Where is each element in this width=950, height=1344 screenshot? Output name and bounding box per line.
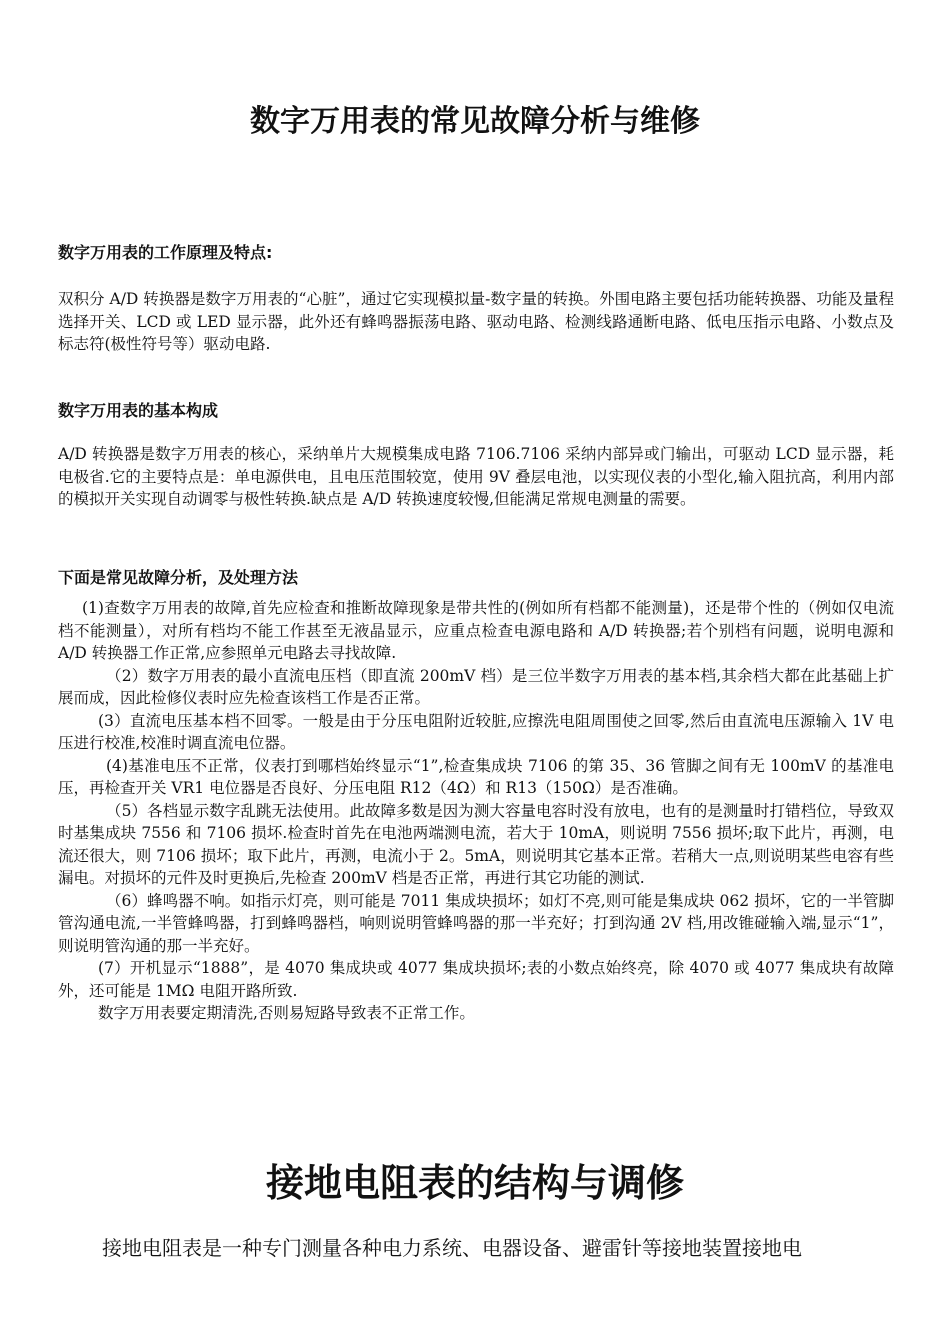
fault-paragraph-1: (1)查数字万用表的故障,首先应检查和推断故障现象是带共性的(例如所有档都不能测量)，还是带个性的（例如仅电流档不能测量），对所有档均不能工作甚至无液晶显示，应重点检查电源电路和 A/D 转换器;若个别档有问题，说明电源和 A/D 转换器工作正常,应参照单元电路去寻找故障. bbox=[58, 599, 894, 662]
fault-paragraph-8: 数字万用表要定期清洗,否则易短路导致表不正常工作。 bbox=[98, 1004, 475, 1022]
fault-paragraph-6: （6）蜂鸣器不响。如指示灯亮，则可能是 7011 集成块损坏；如灯不亮,则可能是集成块 062 损坏，它的一半管脚管沟通电流,一半管蜂鸣器，打到蜂鸣器档，响则说明管蜂鸣器的那一半充好；打到沟通 2V 档,用改锥碰输入端,显示“1”，则说明管沟通的那一半充好。 bbox=[58, 891, 894, 955]
fault-paragraph-4: (4)基准电压不正常，仪表打到哪档始终显示“1”,检查集成块 7106 的第 35、36 管脚之间有无 100mV 的基准电压，再检查开关 VR1 电位器是否良好、分压电阻 R12（4Ω）和 R13（150Ω）是否准确。 bbox=[58, 756, 894, 797]
section-text-faults bbox=[58, 597, 894, 1025]
page-title: 数字万用表的常见故障分析与维修 bbox=[250, 104, 700, 139]
section-heading-structure: 数字万用表的基本构成 bbox=[58, 401, 219, 420]
lead-text: 接地电阻表是一种专门测量各种电力系统、电器设备、避雷针等接地装置接地电 bbox=[102, 1236, 802, 1260]
section-heading-faults: 下面是常见故障分析，及处理方法 bbox=[58, 568, 299, 587]
fault-paragraph-7: (7）开机显示“1888”，是 4070 集成块或 4077 集成块损坏;表的小数点始终亮，除 4070 或 4077 集成块有故障外，还可能是 1MΩ 电阻开路所致. bbox=[58, 959, 894, 1000]
paragraph: A/D 转换器是数字万用表的核心，采纳单片大规模集成电路 7106.7106 采纳内部异或门输出，可驱动 LCD 显示器，耗电极省.它的主要特点是：单电源供电，且电压范围较宽，使用 9V 叠层电池，以实现仪表的小型化,输入阻抗高，利用内部的模拟开关实现自动调零与极性转换.缺点是 A/D 转换速度较慢,但能满足常规电测量的需要。 bbox=[58, 445, 894, 508]
fault-paragraph-2: （2）数字万用表的最小直流电压档（即直流 200mV 档）是三位半数字万用表的基本档,其余档大都在此基础上扩展而成，因此检修仪表时应先检查该档工作是否正常。 bbox=[58, 666, 894, 707]
fault-paragraph-3: (3）直流电压基本档不回零。一般是由于分压电阻附近较脏,应擦洗电阻周围使之回零,然后由直流电压源输入 1V 电压进行校准,校准时调直流电位器。 bbox=[58, 711, 894, 752]
section-title-ground-tester: 接地电阻表的结构与调修 bbox=[265, 1161, 684, 1205]
paragraph: 双积分 A/D 转换器是数字万用表的“心脏”，通过它实现模拟量-数字量的转换。外围电路主要包括功能转换器、功能及量程选择开关、LCD 或 LED 显示器，此外还有蜂鸣器振荡电路、驱动电路、检测线路通断电路、低电压指示电路、小数点及标志符(极性符号等）驱动电路. bbox=[58, 290, 894, 353]
section-text-principle bbox=[58, 288, 894, 356]
section-text-structure bbox=[58, 443, 894, 511]
section-heading-principle: 数字万用表的工作原理及特点: bbox=[58, 243, 273, 262]
fault-paragraph-5: （5）各档显示数字乱跳无法使用。此故障多数是因为测大容量电容时没有放电，也有的是测量时打错档位，导致双时基集成块 7556 和 7106 损坏.检查时首先在电池两端测电流，若大于 10mA，则说明 7556 损坏;取下此片，再测，电流还很大，则 7106 损坏；取下此片，再测，电流小于 2。5mA，则说明其它基本正常。若稍大一点,则说明某些电容有些漏电。对损坏的元件及时更换后,先检查 200mV 档是否正常，再进行其它功能的测试. bbox=[58, 801, 894, 887]
